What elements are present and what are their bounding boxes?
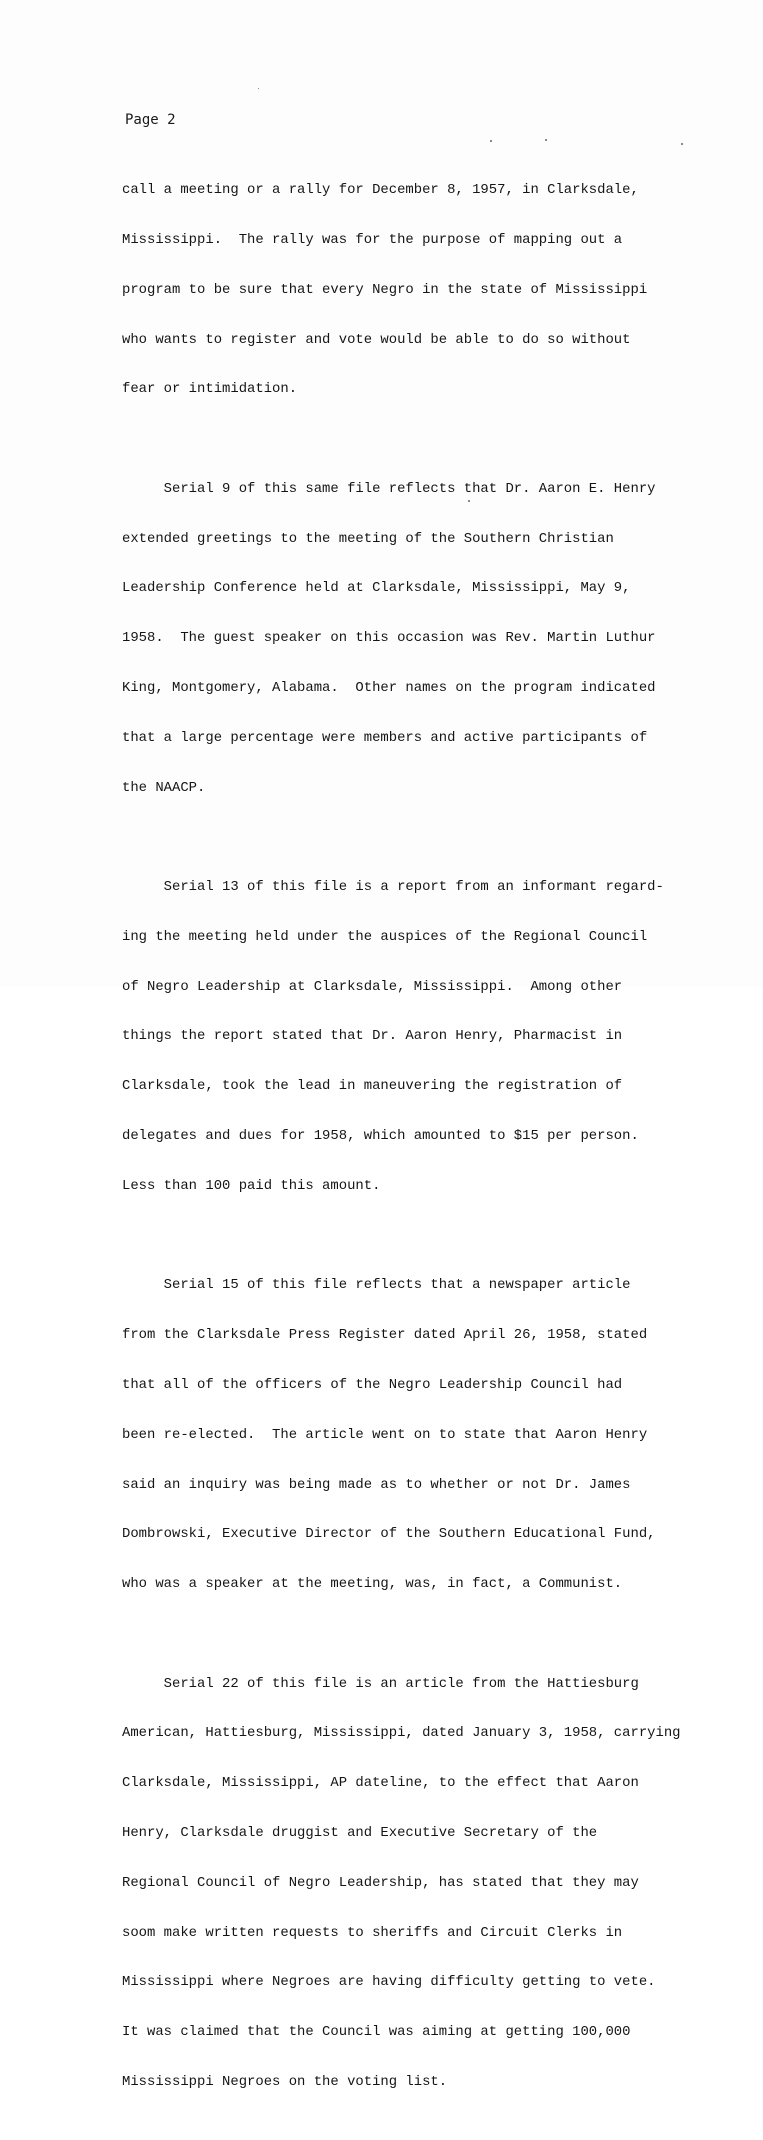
text-line: 1958. The guest speaker on this occasion was Rev. Martin Luthur bbox=[122, 630, 656, 647]
scan-speck bbox=[490, 140, 492, 142]
text-line: Less than 100 paid this amount. bbox=[122, 1177, 381, 1194]
text-line: that all of the officers of the Negro Leadership Council had bbox=[122, 1376, 623, 1393]
text-line: Serial 13 of this file is a report from an informant regard- bbox=[122, 879, 664, 896]
text-line: program to be sure that every Negro in the state of Mississippi bbox=[122, 281, 648, 298]
text-line: King, Montgomery, Alabama. Other names on the program indicated bbox=[122, 680, 656, 696]
text-line: that a large percentage were members and active participants of bbox=[122, 729, 648, 746]
scan-speck bbox=[545, 139, 547, 141]
text-line: delegates and dues for 1958, which amounted to $15 per person. bbox=[122, 1128, 639, 1145]
text-line: Henry, Clarksdale druggist and Executive Secretary of the bbox=[122, 1824, 598, 1841]
text-line: Clarksdale, took the lead in maneuvering the registration of bbox=[122, 1078, 623, 1095]
text-line: soom make written requests to sheriffs and Circuit Clerks in bbox=[122, 1924, 623, 1941]
text-line: Dombrowski, Executive Director of the Southern Educational Fund, bbox=[122, 1526, 656, 1543]
text-line: Regional Council of Negro Leadership, has stated that they may bbox=[122, 1874, 639, 1891]
text-line: call a meeting or a rally for December 8, 1957, in Clarksdale, bbox=[122, 182, 639, 199]
paragraph-4 bbox=[122, 1244, 752, 1626]
text-line: who wants to register and vote would be able to do so without bbox=[122, 331, 631, 348]
text-line: ing the meeting held under the auspices of the Regional Council bbox=[122, 928, 648, 945]
text-line: said an inquiry was being made as to whether or not Dr. James bbox=[122, 1476, 631, 1493]
text-line: been re-elected. The article went on to state that Aaron Henry bbox=[122, 1426, 648, 1443]
text-line: American, Hattiesburg, Mississippi, dated January 3, 1958, carrying bbox=[122, 1725, 681, 1742]
paragraph-1 bbox=[122, 149, 752, 431]
text-line: Mississippi where Negroes are having difficulty getting to vete. bbox=[122, 1974, 656, 1991]
scan-speck bbox=[258, 88, 259, 89]
paragraph-5 bbox=[122, 1642, 752, 2123]
paragraph-3 bbox=[122, 846, 752, 1228]
text-line: Serial 15 of this file reflects that a newspaper article bbox=[122, 1277, 631, 1294]
text-line: Mississippi Negroes on the voting list. bbox=[122, 2073, 448, 2090]
paragraph-2 bbox=[122, 448, 752, 830]
text-line: from the Clarksdale Press Register dated April 26, 1958, stated bbox=[122, 1327, 648, 1344]
scan-speck bbox=[468, 500, 470, 502]
text-line: Serial 9 of this same file reflects that Dr. Aaron E. Henry bbox=[122, 480, 656, 497]
text-line: of Negro Leadership at Clarksdale, Mississippi. Among other bbox=[122, 978, 623, 995]
text-line: fear or intimidation. bbox=[122, 381, 298, 398]
text-line: Mississippi. The rally was for the purpose of mapping out a bbox=[122, 231, 623, 248]
text-line: things the report stated that Dr. Aaron Henry, Pharmacist in bbox=[122, 1028, 623, 1045]
text-line: extended greetings to the meeting of the Southern Christian bbox=[122, 530, 614, 547]
scan-speck bbox=[681, 143, 683, 145]
text-line: Clarksdale, Mississippi, AP dateline, to the effect that Aaron bbox=[122, 1775, 639, 1792]
text-line: who was a speaker at the meeting, was, in fact, a Communist. bbox=[122, 1576, 623, 1593]
text-line: It was claimed that the Council was aiming at getting 100,000 bbox=[122, 2024, 631, 2041]
page-number-label: Page 2 bbox=[125, 112, 176, 128]
text-line: the NAACP. bbox=[122, 779, 206, 796]
text-line: Serial 22 of this file is an article from the Hattiesburg bbox=[122, 1675, 639, 1692]
document-body bbox=[122, 149, 752, 2140]
text-line: Leadership Conference held at Clarksdale, Mississippi, May 9, bbox=[122, 580, 631, 597]
